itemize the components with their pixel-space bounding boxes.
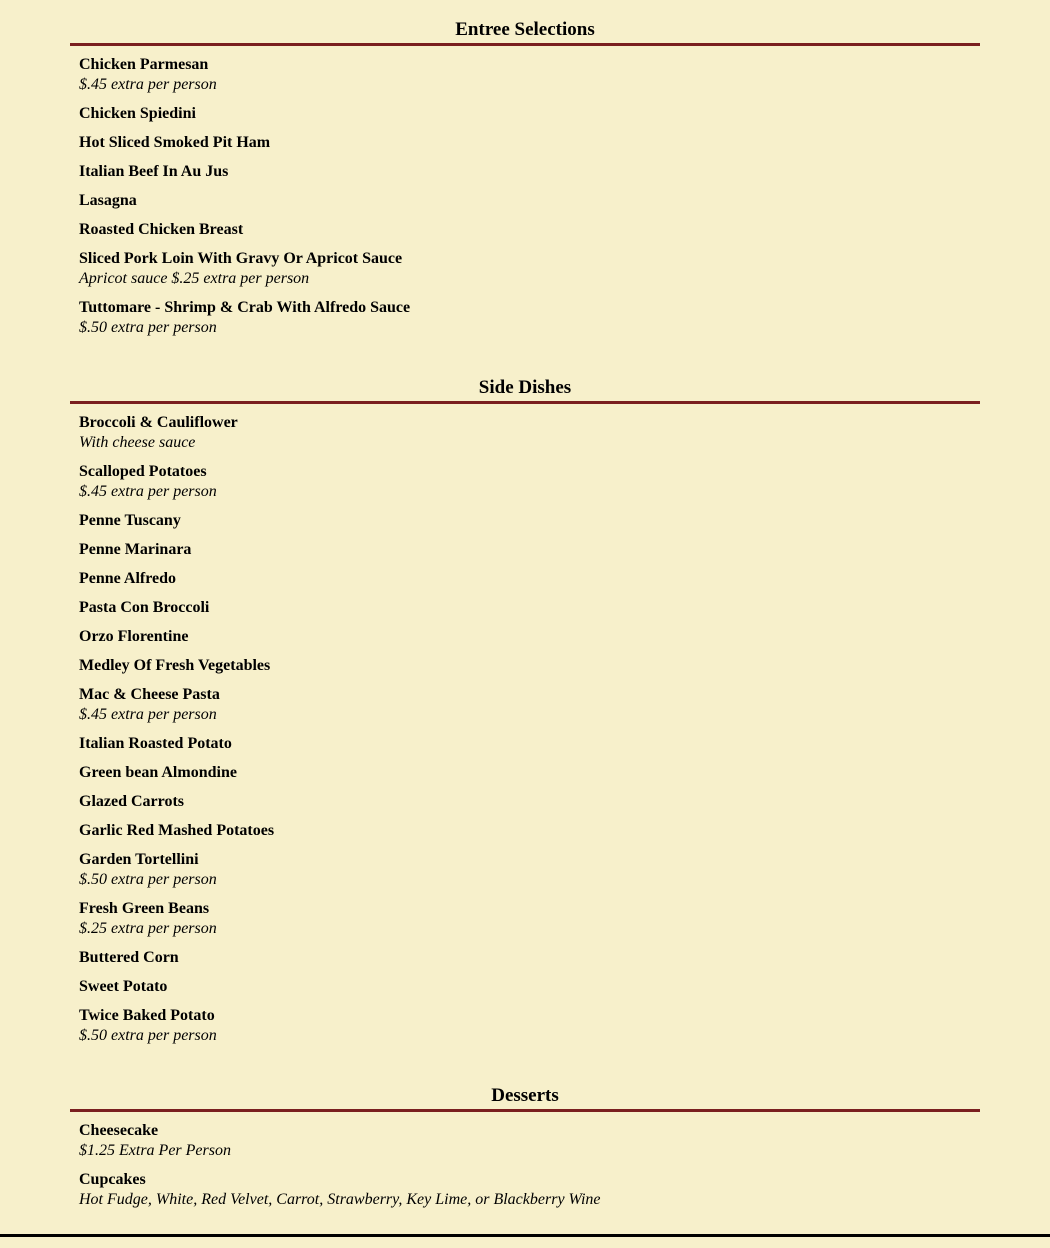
item-name: Cupcakes bbox=[79, 1171, 146, 1188]
menu-item bbox=[79, 190, 980, 211]
menu-item bbox=[79, 791, 980, 812]
item-note: $.45 extra per person bbox=[79, 483, 217, 500]
menu-item bbox=[79, 733, 980, 754]
item-name: Garlic Red Mashed Potatoes bbox=[79, 822, 275, 839]
menu-item bbox=[79, 132, 980, 153]
menu-item bbox=[79, 597, 980, 618]
item-name: Green bean Almondine bbox=[79, 764, 237, 781]
item-name: Mac & Cheese Pasta bbox=[79, 686, 220, 703]
menu-item bbox=[79, 248, 980, 289]
menu-item bbox=[79, 898, 980, 939]
menu-item bbox=[79, 626, 980, 647]
menu-item bbox=[79, 762, 980, 783]
item-name: Pasta Con Broccoli bbox=[79, 599, 210, 616]
item-name: Buttered Corn bbox=[79, 949, 179, 966]
item-name: Garden Tortellini bbox=[79, 851, 199, 868]
item-name: Penne Alfredo bbox=[79, 570, 177, 587]
menu-item bbox=[79, 412, 980, 453]
menu-item bbox=[79, 1005, 980, 1046]
item-name: Glazed Carrots bbox=[79, 793, 185, 810]
menu-item bbox=[79, 103, 980, 124]
menu-item bbox=[79, 947, 980, 968]
item-name: Broccoli & Cauliflower bbox=[79, 414, 238, 431]
item-note: Hot Fudge, White, Red Velvet, Carrot, Strawberry, Key Lime, or Blackberry Wine bbox=[79, 1191, 601, 1208]
item-name: Penne Tuscany bbox=[79, 512, 181, 529]
menu-item bbox=[79, 161, 980, 182]
item-name: Fresh Green Beans bbox=[79, 900, 210, 917]
item-name: Italian Beef In Au Jus bbox=[79, 163, 229, 180]
menu-item bbox=[79, 820, 980, 841]
menu-container bbox=[70, 18, 980, 1248]
section-title: Desserts bbox=[70, 1084, 980, 1112]
item-name: Lasagna bbox=[79, 192, 137, 209]
item-list bbox=[70, 404, 980, 1046]
item-name: Medley Of Fresh Vegetables bbox=[79, 657, 271, 674]
item-name: Hot Sliced Smoked Pit Ham bbox=[79, 134, 271, 151]
item-name: Roasted Chicken Breast bbox=[79, 221, 244, 238]
menu-item bbox=[79, 1169, 980, 1210]
section-title: Entree Selections bbox=[70, 18, 980, 46]
menu-item bbox=[79, 684, 980, 725]
item-note: $.50 extra per person bbox=[79, 319, 217, 336]
menu-item bbox=[79, 849, 980, 890]
section-entree-selections bbox=[70, 18, 980, 338]
item-note: $.50 extra per person bbox=[79, 871, 217, 888]
item-note: With cheese sauce bbox=[79, 434, 196, 451]
item-name: Chicken Spiedini bbox=[79, 105, 196, 122]
section-title: Side Dishes bbox=[70, 376, 980, 404]
menu-item bbox=[79, 510, 980, 531]
item-note: $.25 extra per person bbox=[79, 920, 217, 937]
item-list bbox=[70, 46, 980, 338]
item-note: $.45 extra per person bbox=[79, 706, 217, 723]
item-note: $1.25 Extra Per Person bbox=[79, 1142, 231, 1159]
menu-item bbox=[79, 539, 980, 560]
item-name: Sweet Potato bbox=[79, 978, 168, 995]
section-side-dishes bbox=[70, 376, 980, 1046]
menu-item bbox=[79, 568, 980, 589]
menu-item bbox=[79, 1120, 980, 1161]
item-name: Penne Marinara bbox=[79, 541, 192, 558]
item-note: $.45 extra per person bbox=[79, 76, 217, 93]
item-name: Italian Roasted Potato bbox=[79, 735, 232, 752]
menu-item bbox=[79, 54, 980, 95]
item-list bbox=[70, 1112, 980, 1210]
item-note: $.50 extra per person bbox=[79, 1027, 217, 1044]
item-name: Orzo Florentine bbox=[79, 628, 189, 645]
menu-item bbox=[79, 461, 980, 502]
item-name: Twice Baked Potato bbox=[79, 1007, 215, 1024]
item-name: Chicken Parmesan bbox=[79, 56, 209, 73]
menu-item bbox=[79, 655, 980, 676]
menu-item bbox=[79, 297, 980, 338]
menu-item bbox=[79, 976, 980, 997]
item-note: Apricot sauce $.25 extra per person bbox=[79, 270, 310, 287]
item-name: Tuttomare - Shrimp & Crab With Alfredo Sauce bbox=[79, 299, 411, 316]
section-desserts bbox=[70, 1084, 980, 1210]
item-name: Cheesecake bbox=[79, 1122, 159, 1139]
item-name: Sliced Pork Loin With Gravy Or Apricot Sauce bbox=[79, 250, 403, 267]
item-name: Scalloped Potatoes bbox=[79, 463, 207, 480]
menu-item bbox=[79, 219, 980, 240]
